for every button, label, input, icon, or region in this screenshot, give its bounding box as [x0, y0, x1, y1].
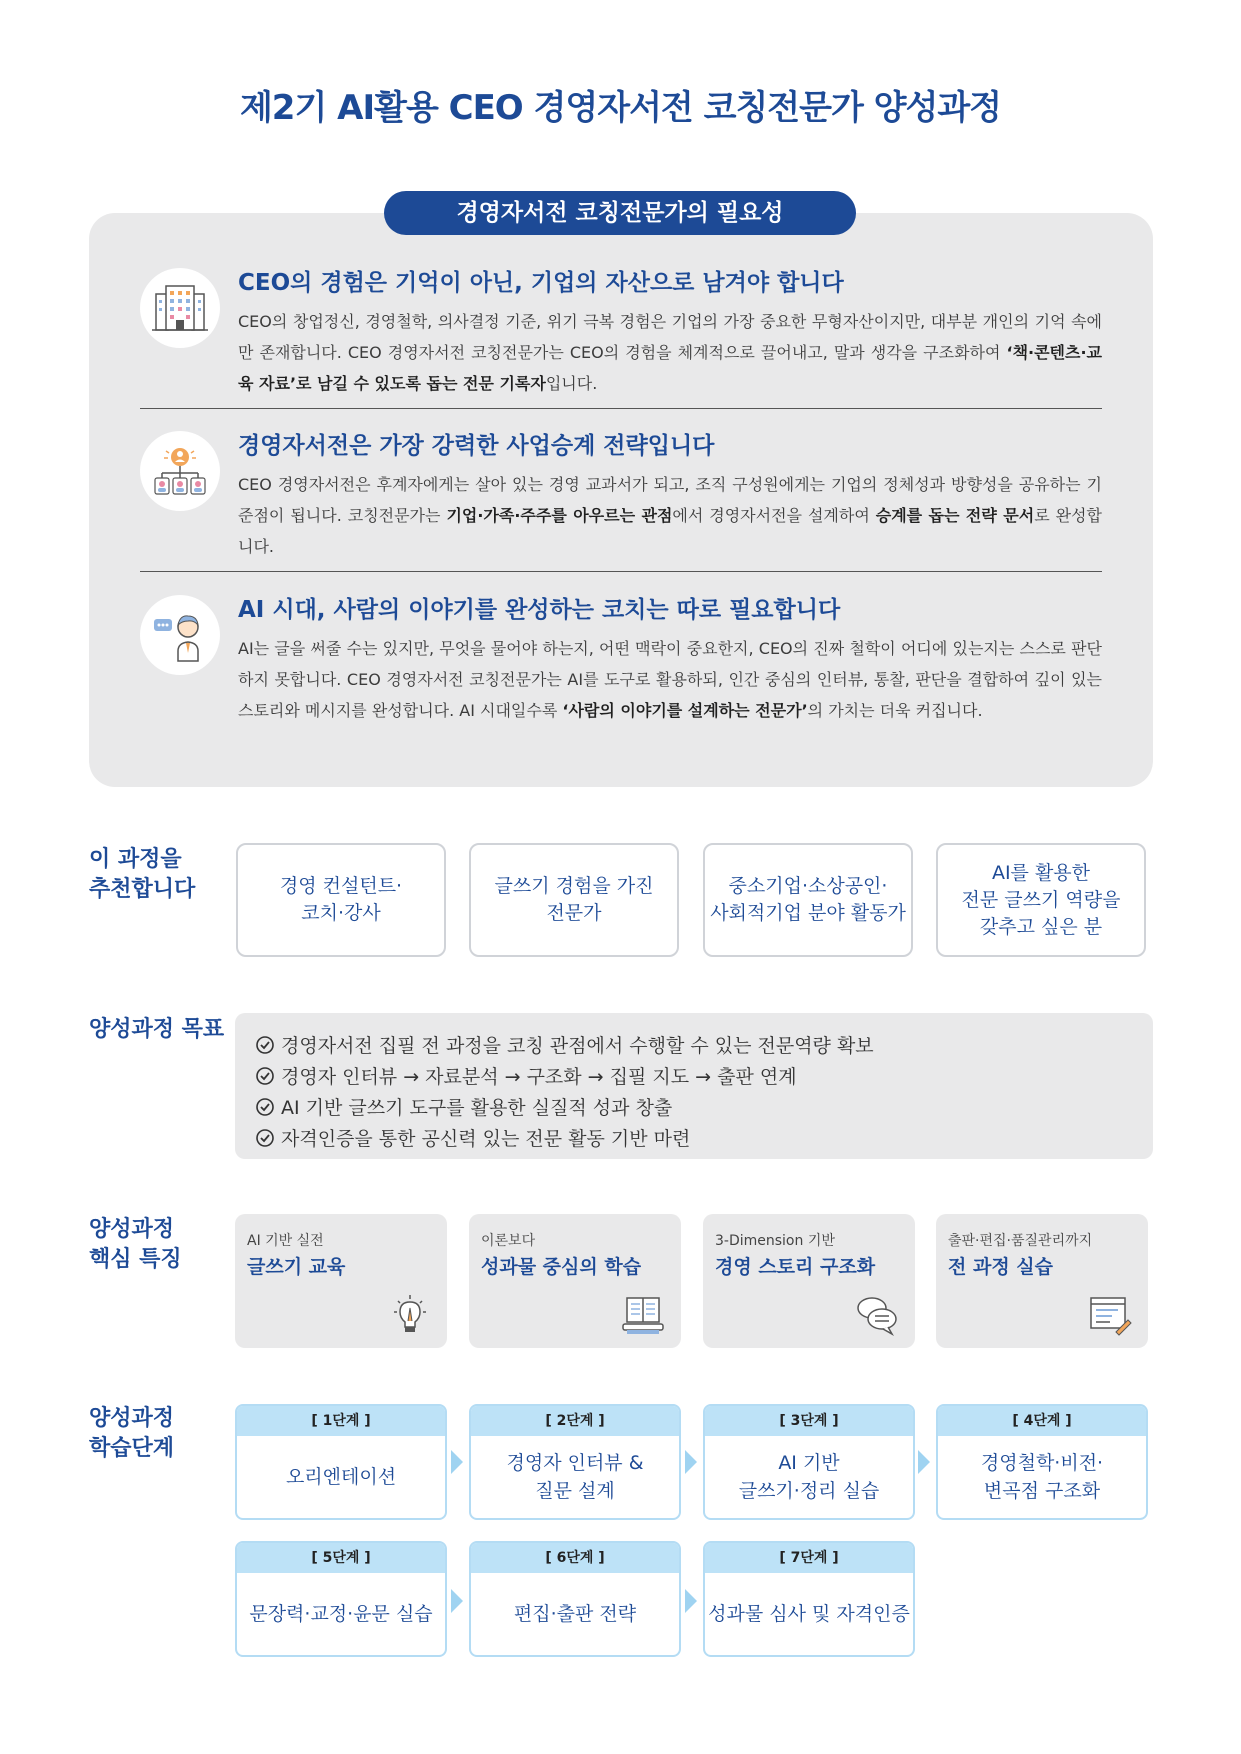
arrow-right-icon [685, 1450, 697, 1474]
need-item-text: CEO 경영자서전은 후계자에게는 살아 있는 경영 교과서가 되고, 조직 구성원에게는 기업의 정체성과 방향성을 공유하는 기준점이 됩니다. 코칭전문가는 기업·가족·주주를 아우르는 관점에서 경영자서전을 설계하여 승계를 돕는 전략 문서로 완성합니다. [238, 475, 1102, 556]
goal-item: 자격인증을 통한 공신력 있는 전문 활동 기반 마련 [255, 1124, 690, 1151]
need-item-title: 경영자서전은 가장 강력한 사업승계 전략입니다 [238, 433, 715, 459]
check-circle-icon [255, 1097, 275, 1117]
divider [140, 408, 1102, 409]
step-card: [ 2단계 ] 경영자 인터뷰 & 질문 설계 [469, 1404, 681, 1520]
step-card: [ 3단계 ] AI 기반 글쓰기·정리 실습 [703, 1404, 915, 1520]
recommend-card: 중소기업·소상공인· 사회적기업 분야 활동가 [703, 843, 913, 957]
lightbulb-pen-icon [389, 1294, 431, 1336]
need-item-text: AI는 글을 써줄 수는 있지만, 무엇을 물어야 하는지, 어떤 맥락이 중요한지, CEO의 진짜 철학이 어디에 있는지는 스스로 판단하지 못합니다. CEO 경영자서전 코칭전문가는 AI를 도구로 활용하되, 인간 중심의 인터뷰, 통찰, 판단을 결합하여 깊이 있는 스토리와 메시지를 완성합니다. AI 시대일수록 ‘사람의 이야기를 설계하는 전문가’의 가치는 더욱 커집니다. [238, 639, 1102, 720]
features-label: 양성과정 핵심 특징 [89, 1217, 182, 1272]
goals-box [235, 1013, 1153, 1159]
check-circle-icon [255, 1128, 275, 1148]
need-item-text: CEO의 창업정신, 경영철학, 의사결정 기준, 위기 극복 경험은 기업의 가장 중요한 무형자산이지만, 대부분 개인의 기억 속에만 존재합니다. CEO 경영자서전 코칭전문가는 CEO의 경험을 체계적으로 끌어내고, 말과 생각을 구조화하여 ‘책·콘텐츠·교육 자료’로 남길 수 있도록 돕는 전문 기록자입니다. [238, 312, 1102, 393]
book-icon [621, 1294, 665, 1336]
recommend-card: 경영 컨설턴트· 코치·강사 [236, 843, 446, 957]
succession-icon [140, 431, 220, 511]
step-card: [ 6단계 ] 편집·출판 전략 [469, 1541, 681, 1657]
recommend-label: 이 과정을 추천합니다 [89, 847, 196, 902]
arrow-right-icon [685, 1589, 697, 1613]
coach-icon [140, 595, 220, 675]
feature-card: AI 기반 실전 글쓰기 교육 [235, 1214, 447, 1348]
step-card: [ 5단계 ] 문장력·교정·윤문 실습 [235, 1541, 447, 1657]
goal-item: 경영자서전 집필 전 과정을 코칭 관점에서 수행할 수 있는 전문역량 확보 [255, 1031, 874, 1058]
recommend-card: 글쓰기 경험을 가진 전문가 [469, 843, 679, 957]
need-item-title: CEO의 경험은 기억이 아닌, 기업의 자산으로 남겨야 합니다 [238, 270, 844, 296]
page-title: 제2기 AI활용 CEO 경영자서전 코칭전문가 양성과정 [239, 88, 1002, 128]
document-edit-icon [1088, 1294, 1132, 1336]
steps-label: 양성과정 학습단계 [89, 1406, 175, 1461]
arrow-right-icon [451, 1450, 463, 1474]
chat-bubbles-icon [855, 1294, 899, 1336]
step-card: [ 7단계 ] 성과물 심사 및 자격인증 [703, 1541, 915, 1657]
arrow-right-icon [451, 1589, 463, 1613]
need-heading: 경영자서전 코칭전문가의 필요성 [384, 191, 856, 235]
arrow-right-icon [918, 1450, 930, 1474]
feature-card: 3-Dimension 기반 경영 스토리 구조화 [703, 1214, 915, 1348]
building-icon [140, 268, 220, 348]
feature-card: 이론보다 성과물 중심의 학습 [469, 1214, 681, 1348]
feature-card: 출판·편집·품질관리까지 전 과정 실습 [936, 1214, 1148, 1348]
divider [140, 571, 1102, 572]
goal-item: AI 기반 글쓰기 도구를 활용한 실질적 성과 창출 [255, 1093, 672, 1120]
step-card: [ 1단계 ] 오리엔테이션 [235, 1404, 447, 1520]
goal-item: 경영자 인터뷰 → 자료분석 → 구조화 → 집필 지도 → 출판 연계 [255, 1062, 797, 1089]
goals-label: 양성과정 목표 [89, 1017, 225, 1042]
need-item-title: AI 시대, 사람의 이야기를 완성하는 코치는 따로 필요합니다 [238, 597, 841, 623]
check-circle-icon [255, 1035, 275, 1055]
step-card: [ 4단계 ] 경영철학·비전· 변곡점 구조화 [936, 1404, 1148, 1520]
check-circle-icon [255, 1066, 275, 1086]
recommend-card: AI를 활용한 전문 글쓰기 역량을 갖추고 싶은 분 [936, 843, 1146, 957]
